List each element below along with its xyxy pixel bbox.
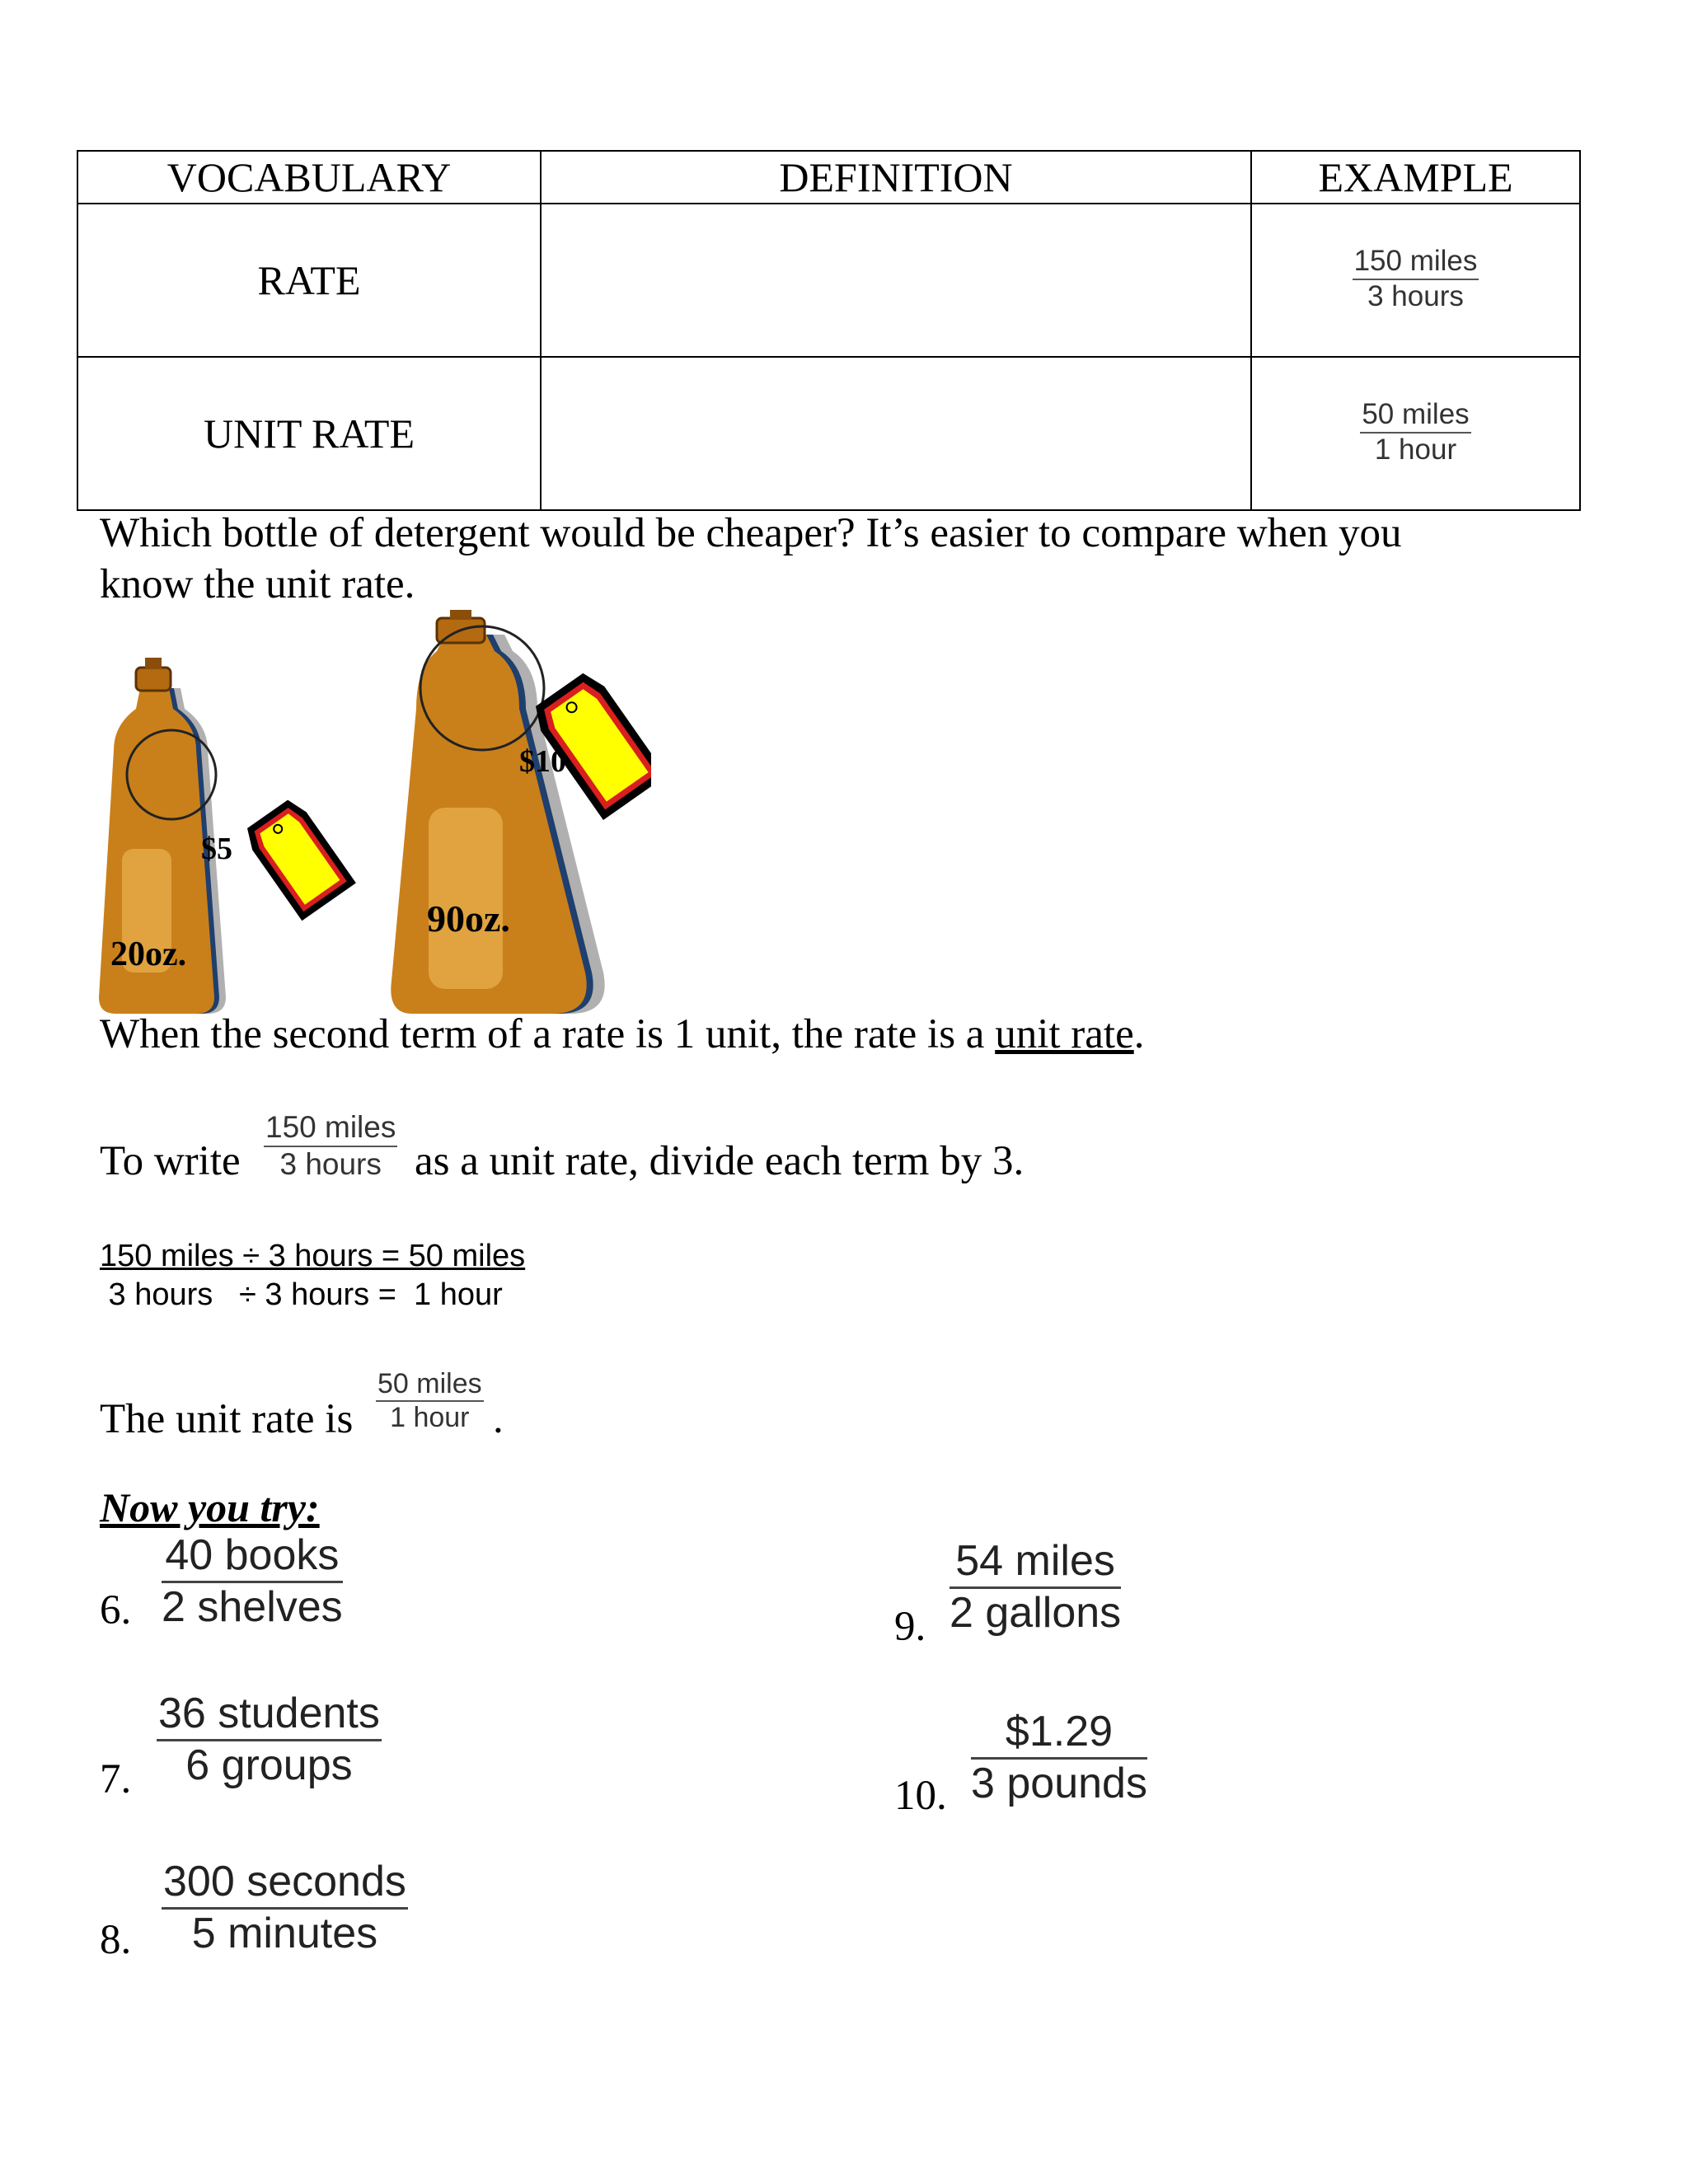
definition-cell[interactable] <box>541 357 1251 510</box>
unit-rate-numerator: 50 miles <box>376 1368 484 1402</box>
problem-7-denominator: 6 groups <box>185 1741 353 1789</box>
large-size-label: 90oz. <box>427 898 510 940</box>
intro-line-2: know the unit rate. <box>100 561 415 607</box>
large-price-label: $10 <box>519 744 566 779</box>
example-denominator: 3 hours <box>1367 279 1464 312</box>
table-row <box>77 357 1580 510</box>
term-cell: RATE <box>77 204 541 357</box>
problem-8-number: 8. <box>100 1917 132 1963</box>
example-fraction <box>1353 245 1479 313</box>
problem-6-fraction <box>162 1531 343 1633</box>
problem-10-numerator: $1.29 <box>971 1708 1147 1760</box>
example-cell <box>1251 357 1580 510</box>
definition-cell[interactable] <box>541 204 1251 357</box>
problem-9-fraction <box>950 1537 1121 1638</box>
example-fraction <box>1360 398 1470 466</box>
problem-10-number: 10. <box>894 1773 947 1819</box>
to-write-before: To write <box>100 1138 241 1184</box>
example-denominator: 1 hour <box>1374 433 1457 466</box>
header-definition: DEFINITION <box>541 151 1251 204</box>
small-price-label: $5 <box>201 832 232 866</box>
to-write-numerator: 150 miles <box>264 1110 397 1147</box>
problem-7-numerator: 36 students <box>157 1690 382 1741</box>
term-cell: UNIT RATE <box>77 357 541 510</box>
to-write-fraction <box>264 1110 397 1182</box>
problem-8-numerator: 300 seconds <box>162 1858 408 1910</box>
unit-rate-after: . <box>493 1396 504 1442</box>
problem-8-denominator: 5 minutes <box>191 1909 378 1957</box>
table-header-row <box>77 151 1580 204</box>
problem-7-number: 7. <box>100 1756 132 1802</box>
problem-9-numerator: 54 miles <box>950 1537 1121 1589</box>
division-top-line: 150 miles ÷ 3 hours = 50 miles <box>100 1239 526 1273</box>
definition-text-before: When the second term of a rate is 1 unit, the rate is a <box>100 1011 996 1057</box>
to-write-denominator: 3 hours <box>279 1146 382 1181</box>
definition-text-after: . <box>1133 1011 1145 1057</box>
problem-9-denominator: 2 gallons <box>950 1588 1122 1637</box>
problem-6-denominator: 2 shelves <box>162 1582 343 1631</box>
now-you-try-heading: Now you try: <box>100 1484 320 1530</box>
header-vocabulary: VOCABULARY <box>77 151 541 204</box>
problem-10-fraction <box>971 1708 1147 1809</box>
problem-7-fraction <box>157 1690 382 1791</box>
example-numerator: 50 miles <box>1360 398 1470 433</box>
problem-6-number: 6. <box>100 1587 132 1633</box>
example-numerator: 150 miles <box>1353 245 1479 279</box>
to-write-after: as a unit rate, divide each term by 3. <box>415 1138 1025 1184</box>
problem-6-numerator: 40 books <box>162 1531 343 1583</box>
vocabulary-table <box>77 150 1581 511</box>
example-cell <box>1251 204 1580 357</box>
definition-term: unit rate <box>995 1011 1134 1057</box>
large-bottle-icon <box>391 610 604 1014</box>
unit-rate-definition-sentence <box>100 1010 1144 1058</box>
problem-10-denominator: 3 pounds <box>971 1759 1147 1807</box>
table-row <box>77 204 1580 357</box>
small-price-tag-icon <box>241 795 356 921</box>
problem-9-number: 9. <box>894 1604 926 1650</box>
intro-line-1: Which bottle of detergent would be cheaper? It’s easier to compare when you <box>100 510 1402 556</box>
unit-rate-denominator: 1 hour <box>390 1402 470 1434</box>
unit-rate-before: The unit rate is <box>100 1396 354 1442</box>
unit-rate-fraction <box>376 1368 484 1434</box>
division-bottom-line: 3 hours ÷ 3 hours = 1 hour <box>100 1277 503 1312</box>
small-size-label: 20oz. <box>110 935 187 973</box>
problem-8-fraction <box>162 1858 408 1959</box>
header-example: EXAMPLE <box>1251 151 1580 204</box>
